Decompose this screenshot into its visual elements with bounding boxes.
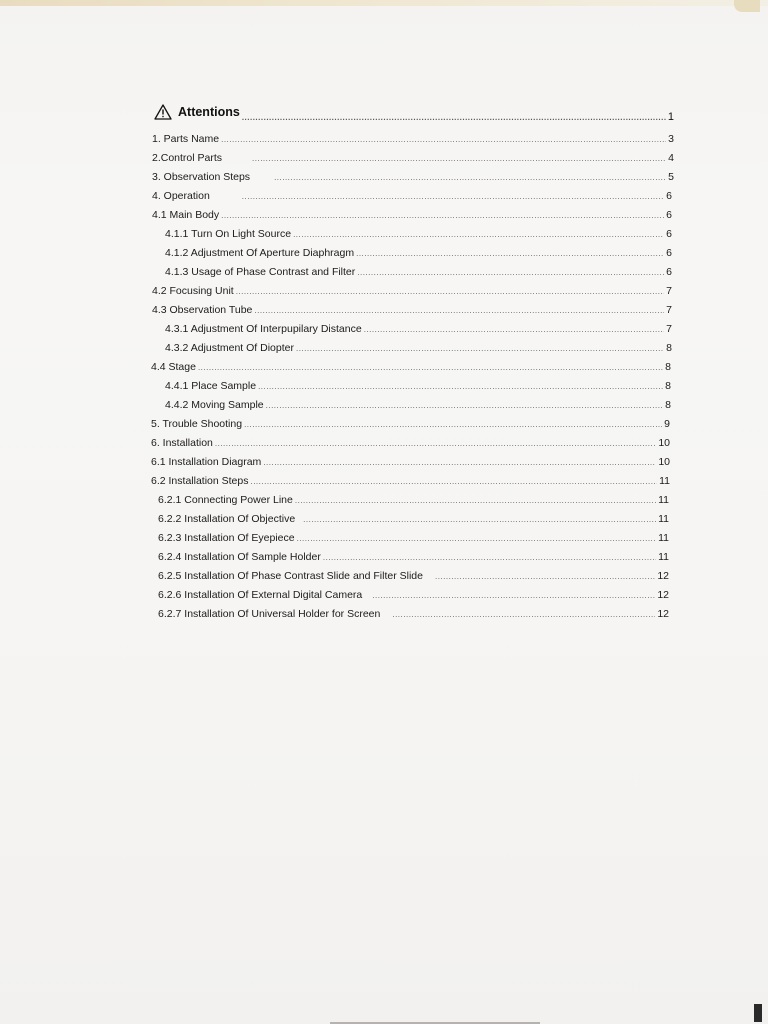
toc-page-number: 8 — [666, 342, 672, 354]
dot-leader — [263, 458, 656, 467]
toc-page-number: 11 — [658, 551, 669, 563]
toc-entry[interactable] — [152, 190, 672, 206]
dot-leader — [356, 249, 664, 258]
dot-leader — [323, 553, 656, 562]
toc-entry-label: 3. Observation Steps — [152, 171, 251, 183]
toc-entry[interactable] — [158, 589, 669, 605]
toc-entry[interactable] — [151, 475, 670, 491]
toc-entry-label: 4.1.2 Adjustment Of Aperture Diaphragm — [165, 247, 355, 259]
toc-entry[interactable] — [165, 399, 671, 415]
dot-leader — [242, 113, 666, 122]
toc-page-number: 3 — [668, 133, 674, 145]
toc-page-number: 11 — [658, 494, 669, 506]
toc-entry-label: 1. Parts Name — [152, 133, 220, 145]
dot-leader — [297, 534, 657, 543]
dot-leader — [293, 230, 664, 239]
toc-entry[interactable] — [152, 209, 672, 225]
warning-triangle-icon — [154, 104, 172, 120]
toc-page-number: 5 — [668, 171, 674, 183]
toc-page-number: 6 — [666, 266, 672, 278]
toc-entry[interactable] — [151, 437, 670, 453]
toc-entry[interactable] — [165, 266, 672, 282]
toc-entry-label: 6.2.7 Installation Of Universal Holder for Screen — [158, 608, 381, 620]
toc-page-number: 7 — [666, 304, 672, 316]
dot-leader — [364, 325, 664, 334]
toc-entry-label: 4.2 Focusing Unit — [152, 285, 234, 297]
dot-leader — [221, 135, 666, 144]
toc-entry[interactable] — [152, 304, 672, 320]
toc-page-number: 1 — [667, 111, 674, 123]
toc-page-number: 10 — [658, 437, 670, 449]
toc-entry-label: 6.2.3 Installation Of Eyepiece — [158, 532, 295, 544]
toc-page-number: 11 — [659, 475, 670, 487]
toc-page-number: 6 — [666, 190, 672, 202]
dot-leader — [296, 344, 664, 353]
toc-entry[interactable] — [151, 418, 670, 434]
dot-leader — [274, 173, 666, 182]
toc-entry-label: Attentions — [178, 105, 240, 119]
dot-leader — [244, 420, 662, 429]
dot-leader — [215, 439, 656, 448]
toc-entry-label: 6. Installation — [151, 437, 213, 449]
toc-entry-label: 2.Control Parts — [152, 152, 223, 164]
toc-entry-label: 4.3.2 Adjustment Of Diopter — [165, 342, 294, 354]
toc-entry[interactable] — [152, 171, 674, 187]
toc-entry-label: 6.2.2 Installation Of Objective — [158, 513, 296, 525]
toc-entry[interactable] — [158, 608, 669, 624]
toc-entry-label: 4.3.1 Adjustment Of Interpupilary Distance — [165, 323, 362, 335]
toc-entry-label: 6.2.1 Connecting Power Line — [158, 494, 293, 506]
dot-leader — [198, 363, 663, 372]
toc-page-number: 6 — [666, 209, 672, 221]
toc-page-number: 8 — [665, 361, 671, 373]
toc-entry[interactable] — [152, 152, 674, 168]
toc-entry-label: 6.2.6 Installation Of External Digital Camera — [158, 589, 363, 601]
toc-page-number: 7 — [666, 323, 672, 335]
dot-leader — [221, 211, 664, 220]
toc-entry-label: 4. Operation — [152, 190, 210, 202]
dot-leader — [242, 192, 664, 201]
toc-page-number: 7 — [666, 285, 672, 297]
toc-entry-label: 4.3 Observation Tube — [152, 304, 253, 316]
toc-entry[interactable] — [165, 228, 672, 244]
toc-entry-attentions[interactable] — [154, 104, 674, 123]
toc-entry-label: 4.4 Stage — [151, 361, 196, 373]
dot-leader — [236, 287, 664, 296]
toc-entry-label: 4.4.2 Moving Sample — [165, 399, 264, 411]
toc-entry[interactable] — [152, 285, 672, 301]
toc-page-number: 8 — [665, 380, 671, 392]
toc-entry-label: 6.2.5 Installation Of Phase Contrast Slide and Filter Slide — [158, 570, 423, 582]
toc-page-number: 11 — [658, 513, 669, 525]
dot-leader — [266, 401, 664, 410]
toc-page-number: 6 — [666, 247, 672, 259]
dot-leader — [295, 496, 656, 505]
toc-entry[interactable] — [151, 456, 670, 472]
toc-page-number: 11 — [658, 532, 669, 544]
toc-page-number: 9 — [664, 418, 670, 430]
toc-page-number: 12 — [657, 570, 669, 582]
toc-entry-label: 4.1 Main Body — [152, 209, 220, 221]
toc-entry-label: 5. Trouble Shooting — [151, 418, 243, 430]
toc-entry[interactable] — [165, 323, 672, 339]
dot-leader — [254, 306, 664, 315]
toc-entry[interactable] — [158, 513, 669, 529]
dot-leader — [258, 382, 663, 391]
toc-page-number: 12 — [657, 608, 669, 620]
toc-page-number: 6 — [666, 228, 672, 240]
toc-entry[interactable] — [158, 570, 669, 586]
toc-entry[interactable] — [158, 532, 669, 548]
dot-leader — [392, 610, 655, 619]
dot-leader — [250, 477, 657, 486]
dot-leader — [252, 154, 666, 163]
toc-entry-label: 6.1 Installation Diagram — [151, 456, 262, 468]
toc-entry[interactable] — [158, 551, 669, 567]
toc-entry-label: 4.1.1 Turn On Light Source — [165, 228, 292, 240]
toc-entry[interactable] — [165, 247, 672, 263]
toc-entry-label: 6.2 Installation Steps — [151, 475, 249, 487]
dot-leader — [303, 515, 656, 524]
toc-entry[interactable] — [158, 494, 669, 510]
toc-page-number: 10 — [658, 456, 670, 468]
toc-page-number: 12 — [657, 589, 669, 601]
toc-entry[interactable] — [151, 361, 671, 377]
toc-entry-label: 6.2.4 Installation Of Sample Holder — [158, 551, 321, 563]
toc-entry[interactable] — [165, 380, 671, 396]
toc-entry[interactable] — [165, 342, 672, 358]
dot-leader — [372, 591, 655, 600]
toc-entry-label: 4.4.1 Place Sample — [165, 380, 257, 392]
toc-entry-label: 4.1.3 Usage of Phase Contrast and Filter — [165, 266, 356, 278]
toc-entry[interactable] — [152, 133, 674, 149]
toc-page-number: 4 — [668, 152, 674, 164]
toc-page-number: 8 — [665, 399, 671, 411]
dot-leader — [357, 268, 664, 277]
dot-leader — [435, 572, 655, 581]
